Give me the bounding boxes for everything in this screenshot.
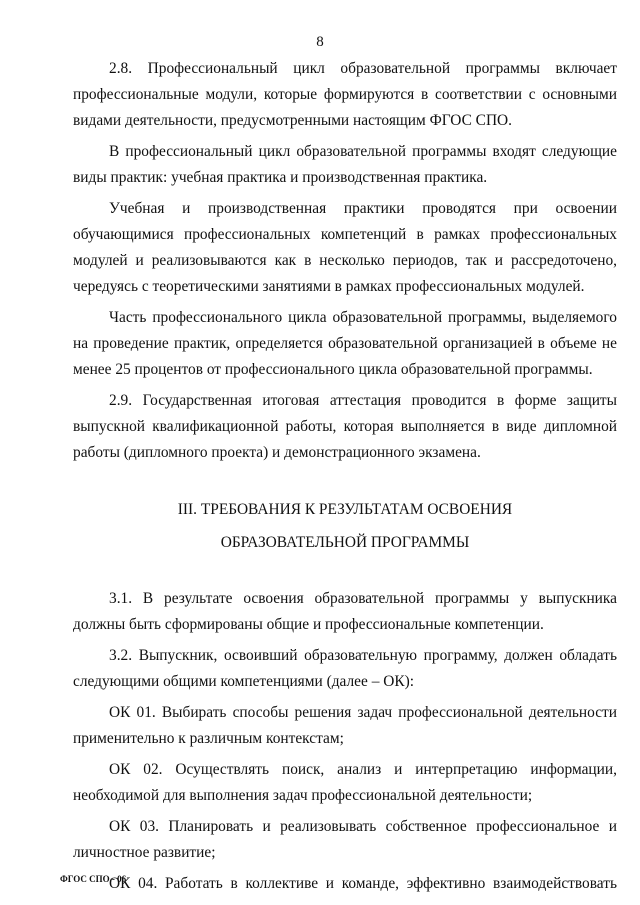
section-heading-line2: ОБРАЗОВАТЕЛЬНОЙ ПРОГРАММЫ [220,534,470,551]
section-heading-line1: III. ТРЕБОВАНИЯ К РЕЗУЛЬТАТАМ ОСВОЕНИЯ [177,501,513,518]
footer-label: ФГОС СПО - 06 [60,874,127,884]
paragraph-2-9: 2.9. Государственная итоговая аттестация проводится в форме защиты выпускной квалификационной работы, которая выполняется в виде дипломной работы (дипломного проекта) и демонстрационного экзамена. [73,392,617,461]
paragraph-practice-conduct: Учебная и производственная практики проводятся при освоении обучающимися профессиональных компетенций в рамках профессиональных модулей и реализовываются как в несколько периодов, так и рассредоточено, чередуясь с теоретическими занятиями в рамках профессиональных модулей. [73,200,617,295]
document-body [73,56,617,897]
page-number: 8 [316,34,324,50]
paragraph-3-2: 3.2. Выпускник, освоивший образовательную программу, должен обладать следующими общими компетенциями (далее – ОК): [73,647,617,690]
paragraph-practice-share: Часть профессионального цикла образовательной программы, выделяемого на проведение практик, определяется образовательной организацией в объеме не менее 25 процентов от профессионального цикла образовательной программы. [73,309,617,378]
competence-ok-01: ОК 01. Выбирать способы решения задач профессиональной деятельности применительно к различным контекстам; [73,704,617,747]
competence-ok-04: ОК 04. Работать в коллективе и команде, эффективно взаимодействовать [109,875,617,892]
paragraph-2-8: 2.8. Профессиональный цикл образовательной программы включает профессиональные модули, которые формируются в соответствии с основными видами деятельности, предусмотренными настоящим ФГОС СПО. [73,60,617,129]
competence-ok-03: ОК 03. Планировать и реализовывать собственное профессиональное и личностное развитие; [73,818,617,861]
competence-ok-02: ОК 02. Осуществлять поиск, анализ и интерпретацию информации, необходимой для выполнения задач профессиональной деятельности; [73,761,617,804]
paragraph-3-1: 3.1. В результате освоения образовательной программы у выпускника должны быть сформированы общие и профессиональные компетенции. [73,590,617,633]
paragraph-practice-types: В профессиональный цикл образовательной программы входят следующие виды практик: учебная практика и производственная практика. [73,143,617,186]
